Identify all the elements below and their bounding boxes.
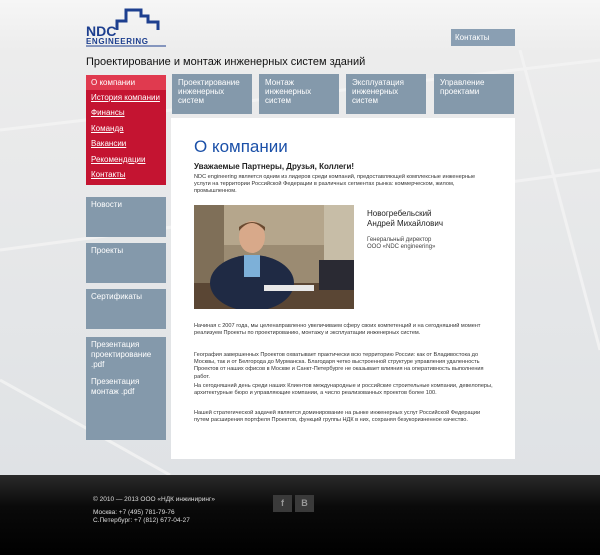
director-photo — [194, 205, 354, 309]
tab-operation[interactable]: Эксплуатация инженерных систем — [346, 74, 426, 114]
presentation-design-link[interactable]: Презентация проектирование .pdf — [91, 340, 152, 369]
main-content — [171, 118, 515, 459]
side-block-news[interactable]: Новости — [86, 197, 166, 237]
presentation-install-link[interactable]: Презентация монтаж .pdf — [91, 377, 140, 396]
paragraph-2: География завершенных Проектов охватывает практически всю территорию России: как от Владивостока до Москвы, так и от Белгорода до Мурманска. Благодаря четко выстроенной структуре управления удаленность Проектов от наших офисов в Москве и Санкт-Петербурге не оказывает влияния на оперативность выполнения работ. — [194, 352, 484, 380]
paragraph-1: Начиная с 2007 года, мы целенаправленно увеличиваем сферу своих компетенций и на сегодняшний момент реализуем Проекты по проектированию, монтажу и эксплуатации инженерных систем. — [194, 323, 481, 337]
director-given-name: Андрей Михайлович — [367, 219, 444, 228]
copyright: © 2010 — 2013 ООО «НДК инжиниринг» — [93, 496, 215, 503]
phone-moscow: Москва: +7 (495) 781-79-76 — [93, 509, 175, 516]
left-menu — [86, 75, 166, 185]
menu-item-about[interactable]: О компании — [86, 75, 166, 90]
intro-text: NDC engineering является одним из лидеров среди компаний, предоставляющей комплексные инженерные услуги на территории Российской Федерации в различных сегментах рынка: коммерческом, жилом, промышленном. — [194, 174, 476, 195]
menu-item-vacancies[interactable]: Вакансии — [91, 139, 127, 149]
menu-item-team[interactable]: Команда — [91, 123, 124, 133]
side-block-presentations — [86, 337, 166, 440]
director-position — [367, 237, 435, 251]
vkontakte-icon[interactable]: В — [295, 495, 314, 512]
side-block-projects[interactable]: Проекты — [86, 243, 166, 283]
paragraph-3: На сегодняшний день среди наших Клиентов международные и российские строительные компании, девелоперы, архитектурные бюро и управляющие компании, а число реализованных проектов более 100. — [194, 383, 493, 397]
tab-design[interactable]: Проектирование инженерных систем — [172, 74, 252, 114]
director-surname: Новогребельский — [367, 209, 432, 218]
menu-item-finance[interactable]: Финансы — [91, 108, 125, 118]
tab-installation[interactable]: Монтаж инженерных систем — [259, 74, 339, 114]
director-name — [367, 209, 443, 229]
paragraph-4: Нашей стратегической задачей является доминирование на рынке инженерных услуг Российской Федерации путем расширения портфеля Проектов, функций группы НДК в них, сохраняя безукоризненное качество. — [194, 410, 481, 424]
tab-project-management[interactable]: Управление проектами — [434, 74, 514, 114]
director-title: Генеральный директор — [367, 237, 432, 243]
menu-item-contacts[interactable]: Контакты — [91, 169, 126, 179]
logo[interactable] — [86, 8, 170, 48]
menu-item-recommendations[interactable]: Рекомендации — [91, 154, 146, 164]
side-block-certificates[interactable]: Сертификаты — [86, 289, 166, 329]
logo-ndc-text: NDC — [86, 23, 117, 39]
footer — [0, 475, 600, 555]
greeting: Уважаемые Партнеры, Друзья, Коллеги! — [194, 162, 355, 171]
director-company: ООО «NDC engineering» — [367, 244, 436, 250]
contacts-button[interactable]: Контакты — [451, 29, 515, 46]
menu-item-history[interactable]: История компании — [91, 93, 160, 102]
page-title: О компании — [194, 137, 288, 156]
logo-engineering-text: ENGINEERING — [86, 37, 149, 46]
tagline: Проектирование и монтаж инженерных систем зданий — [86, 56, 366, 68]
facebook-icon[interactable]: f — [273, 495, 292, 512]
director-photo-image — [194, 205, 354, 309]
phone-spb: С.Петербург: +7 (812) 677-04-27 — [93, 517, 190, 524]
